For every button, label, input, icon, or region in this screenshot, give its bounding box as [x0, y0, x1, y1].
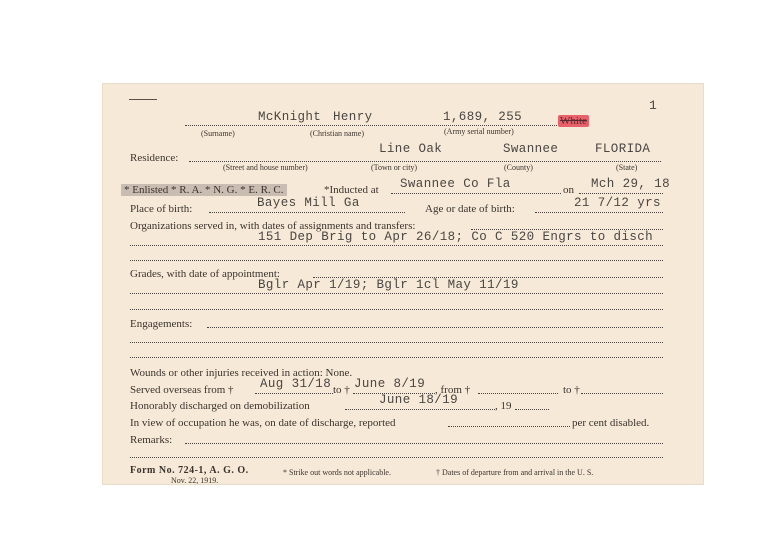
- residence-county: Swannee: [503, 142, 559, 156]
- inducted-line: [391, 193, 561, 194]
- christian-name-caption: (Christian name): [310, 129, 364, 138]
- residence-town: Line Oak: [379, 142, 443, 156]
- card-number: 1: [649, 98, 658, 113]
- second-from-line: [478, 393, 558, 394]
- remarks-line-2: [130, 457, 663, 458]
- county-caption: (County): [504, 163, 533, 172]
- service-record-card: [103, 84, 703, 484]
- surname-value: McKnight: [258, 110, 322, 124]
- place-of-birth-line: [209, 212, 405, 213]
- name-line: [185, 125, 557, 126]
- served-overseas-label: Served overseas from †: [130, 384, 234, 396]
- form-date: Nov. 22, 1919.: [171, 476, 219, 485]
- overseas-to-label: to †: [333, 384, 350, 396]
- second-to-label: to †: [563, 384, 580, 396]
- place-of-birth-label: Place of birth:: [130, 203, 193, 215]
- enlisted-label: * Enlisted * R. A. * N. G. * E. R. C.: [121, 184, 287, 196]
- organizations-line-3: [130, 260, 663, 261]
- grades-value: Bglr Apr 1/19; Bglr 1cl May 11/19: [258, 278, 519, 292]
- dates-note: † Dates of departure from and arrival in the U. S.: [436, 468, 594, 477]
- state-caption: (State): [616, 163, 638, 172]
- grades-line-2: [130, 293, 663, 294]
- second-from-label: , from †: [435, 384, 471, 396]
- grades-label: Grades, with date of appointment:: [130, 268, 280, 280]
- wounds-label: Wounds or other injuries received in action: None.: [130, 367, 353, 379]
- engagements-line-3: [130, 357, 663, 358]
- residence-line: [189, 161, 661, 162]
- organizations-label: Organizations served in, with dates of assignments and transfers:: [130, 220, 416, 232]
- town-caption: (Town or city): [371, 163, 418, 172]
- honorably-discharged-label: Honorably discharged on demobilization: [130, 400, 310, 412]
- discharged-line: [345, 409, 495, 410]
- inducted-at-label: *Inducted at: [324, 184, 379, 196]
- organizations-value: 151 Dep Brig to Apr 26/18; Co C 520 Engrs to disch: [258, 230, 654, 244]
- place-of-birth-value: Bayes Mill Ga: [257, 196, 360, 210]
- surname-caption: (Surname): [201, 129, 235, 138]
- overseas-from-value: Aug 31/18: [260, 377, 332, 391]
- engagements-line-1: [207, 327, 663, 328]
- grades-line-3: [130, 309, 663, 310]
- overseas-to-value: June 8/19: [354, 377, 426, 391]
- residence-state: FLORIDA: [595, 142, 651, 156]
- street-caption: (Street and house number): [223, 163, 308, 172]
- race-field: [558, 115, 589, 127]
- discharged-value: June 18/19: [379, 393, 459, 407]
- occupation-line: [448, 426, 570, 427]
- serial-caption: (Army serial number): [444, 127, 514, 136]
- year-label: , 19: [495, 400, 512, 412]
- inducted-on-value: Mch 29, 18: [591, 177, 671, 191]
- christian-name-value: Henry: [333, 110, 373, 124]
- on-label: on: [563, 184, 574, 196]
- occupation-label: In view of occupation he was, on date of discharge, reported: [130, 417, 396, 429]
- strike-note: * Strike out words not applicable.: [283, 468, 391, 477]
- organizations-line-2: [130, 245, 663, 246]
- age-value: 21 7/12 yrs: [574, 196, 661, 210]
- year-line: [515, 409, 549, 410]
- age-line: [535, 212, 663, 213]
- inducted-on-line: [579, 193, 663, 194]
- age-label: Age or date of birth:: [425, 203, 515, 215]
- overseas-from-line: [255, 393, 333, 394]
- percent-label: per cent disabled.: [572, 417, 650, 429]
- remarks-line-1: [185, 443, 663, 444]
- second-to-line: [581, 393, 663, 394]
- race-struck: White: [560, 115, 587, 127]
- serial-number-value: 1,689, 255: [443, 110, 523, 124]
- form-number: Form No. 724-1, A. G. O.: [130, 465, 249, 476]
- residence-label: Residence:: [130, 152, 179, 164]
- engagements-line-2: [130, 342, 663, 343]
- engagements-label: Engagements:: [130, 318, 193, 330]
- top-rule: [129, 99, 157, 100]
- inducted-at-value: Swannee Co Fla: [400, 177, 511, 191]
- remarks-label: Remarks:: [130, 434, 173, 446]
